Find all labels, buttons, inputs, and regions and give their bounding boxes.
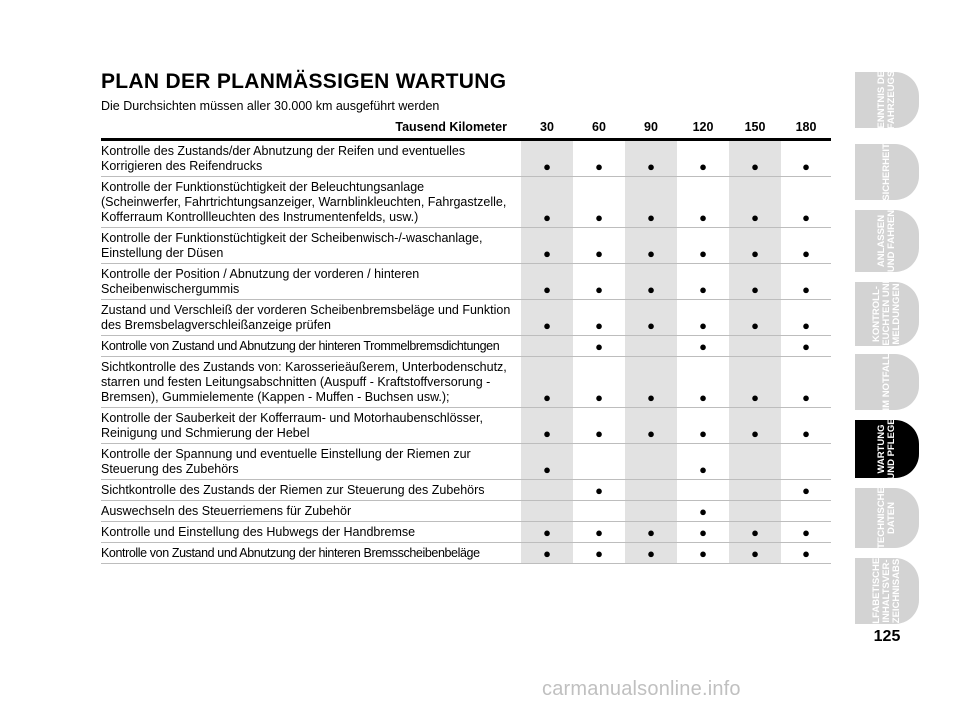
interval-mark-30: ● (521, 300, 573, 336)
interval-mark-30: ● (521, 264, 573, 300)
table-row (101, 522, 831, 543)
interval-mark-150: ● (729, 140, 781, 177)
interval-mark-150: ● (729, 543, 781, 564)
chapter-tab-2[interactable] (855, 144, 919, 200)
interval-mark-90 (625, 336, 677, 357)
interval-mark-60: ● (573, 522, 625, 543)
maintenance-rows (101, 140, 831, 564)
interval-mark-180: ● (781, 522, 831, 543)
interval-mark-90 (625, 480, 677, 501)
interval-mark-30: ● (521, 408, 573, 444)
interval-mark-90: ● (625, 300, 677, 336)
interval-mark-120: ● (677, 300, 729, 336)
table-row (101, 228, 831, 264)
maintenance-table (101, 116, 831, 564)
km-header-30: 30 (540, 120, 554, 134)
interval-mark-30: ● (521, 522, 573, 543)
interval-mark-150: ● (729, 522, 781, 543)
task-description: Sichtkontrolle des Zustands der Riemen zur Steuerung des Zubehörs (101, 480, 521, 501)
task-description: Zustand und Verschleiß der vorderen Scheibenbremsbeläge und Funktion des Bremsbelagverschleißanzeige prüfen (101, 300, 521, 336)
interval-mark-120 (677, 480, 729, 501)
interval-mark-60: ● (573, 357, 625, 408)
chapter-tab-1[interactable] (855, 64, 919, 136)
table-row (101, 480, 831, 501)
interval-mark-180: ● (781, 140, 831, 177)
interval-mark-120: ● (677, 264, 729, 300)
table-row (101, 177, 831, 228)
interval-mark-30: ● (521, 177, 573, 228)
interval-mark-60: ● (573, 140, 625, 177)
interval-mark-150: ● (729, 300, 781, 336)
task-description: Sichtkontrolle des Zustands von: Karosserieäußerem, Unterbodenschutz, starren und festen Leitungsabschnitten (Auspuff - Kraftstoffversorung - Bremsen), Gummielemente (Kappen - Muffen - Buchsen usw.); (101, 357, 521, 408)
page-number: 125 (873, 628, 901, 645)
table-row (101, 408, 831, 444)
interval-mark-60: ● (573, 228, 625, 264)
interval-mark-120: ● (677, 543, 729, 564)
interval-mark-150 (729, 444, 781, 480)
task-description: Auswechseln des Steuerriemens für Zubehör (101, 501, 521, 522)
task-description: Kontrolle des Zustands/der Abnutzung der Reifen und eventuelles Korrigieren des Reifendrucks (101, 140, 521, 177)
interval-mark-60: ● (573, 300, 625, 336)
chapter-tab-label: ANLASSEN UND FAHREN (876, 209, 897, 273)
interval-mark-90: ● (625, 357, 677, 408)
page-subtitle: Die Durchsichten müssen aller 30.000 km ausgeführt werden (101, 99, 440, 113)
interval-mark-120: ● (677, 177, 729, 228)
interval-mark-30: ● (521, 357, 573, 408)
interval-mark-90 (625, 444, 677, 480)
interval-mark-90: ● (625, 543, 677, 564)
interval-mark-180: ● (781, 408, 831, 444)
table-row (101, 140, 831, 177)
interval-mark-60: ● (573, 408, 625, 444)
interval-mark-180: ● (781, 177, 831, 228)
interval-mark-90: ● (625, 228, 677, 264)
table-row (101, 336, 831, 357)
table-header-row (101, 116, 831, 140)
interval-mark-150: ● (729, 264, 781, 300)
interval-mark-60: ● (573, 264, 625, 300)
interval-mark-60: ● (573, 480, 625, 501)
interval-mark-150: ● (729, 228, 781, 264)
interval-mark-150: ● (729, 357, 781, 408)
chapter-tab-7[interactable] (855, 488, 919, 548)
interval-mark-180 (781, 444, 831, 480)
chapter-tab-8[interactable] (855, 551, 919, 631)
interval-mark-30 (521, 501, 573, 522)
interval-mark-120: ● (677, 228, 729, 264)
km-header-60: 60 (592, 120, 606, 134)
table-row (101, 300, 831, 336)
interval-mark-90 (625, 501, 677, 522)
km-header-120: 120 (692, 120, 714, 134)
interval-mark-60: ● (573, 336, 625, 357)
table-row (101, 264, 831, 300)
chapter-tab-5[interactable] (855, 354, 919, 410)
task-description: Kontrolle der Funktionstüchtigkeit der Scheibenwisch-/-waschanlage, Einstellung der Düsen (101, 228, 521, 264)
chapter-tab-3[interactable] (855, 210, 919, 272)
interval-mark-180 (781, 501, 831, 522)
interval-mark-150: ● (729, 177, 781, 228)
interval-mark-180: ● (781, 336, 831, 357)
interval-mark-90: ● (625, 408, 677, 444)
interval-mark-180: ● (781, 228, 831, 264)
interval-mark-120: ● (677, 408, 729, 444)
km-header-180: 180 (795, 120, 817, 134)
task-description: Kontrolle der Spannung und eventuelle Einstellung der Riemen zur Steuerung des Zubehörs (101, 444, 521, 480)
interval-mark-120: ● (677, 357, 729, 408)
task-description: Kontrolle der Funktionstüchtigkeit der Beleuchtungsanlage (Scheinwerfer, Fahrtrichtungsanzeiger, Warnblinkleuchten, Fahrgastzelle, Kofferraum Kontrollleuchten des Instrumentenfelds, usw.) (101, 177, 521, 228)
interval-mark-120: ● (677, 336, 729, 357)
chapter-tab-label: KENNTNIS DES FAHRZEUGS (876, 64, 897, 136)
watermark: carmanualsonline.info (542, 678, 741, 700)
interval-mark-120: ● (677, 444, 729, 480)
table-row (101, 357, 831, 408)
chapter-tab-label: TECHNISCHE DATEN (876, 487, 897, 549)
interval-mark-180: ● (781, 480, 831, 501)
interval-mark-60: ● (573, 543, 625, 564)
table-row (101, 444, 831, 480)
interval-mark-30: ● (521, 444, 573, 480)
chapter-tab-label: KONTROLL- LEUCHTEN UND MELDUNGEN (871, 276, 902, 352)
interval-mark-30: ● (521, 140, 573, 177)
interval-mark-180: ● (781, 300, 831, 336)
interval-mark-90: ● (625, 522, 677, 543)
interval-mark-60 (573, 501, 625, 522)
interval-mark-120: ● (677, 522, 729, 543)
interval-mark-90: ● (625, 140, 677, 177)
km-header-150: 150 (744, 120, 766, 134)
task-description: Kontrolle der Sauberkeit der Kofferraum- und Motorhaubenschlösser, Reinigung und Schmierung der Hebel (101, 408, 521, 444)
table-row (101, 543, 831, 564)
chapter-tab-label: IM NOTFALL (881, 353, 892, 411)
interval-mark-150 (729, 336, 781, 357)
interval-mark-150: ● (729, 408, 781, 444)
chapter-tab-label: WARTUNG UND PFLEGE (876, 418, 897, 480)
interval-mark-180: ● (781, 264, 831, 300)
interval-mark-30 (521, 480, 573, 501)
interval-mark-30: ● (521, 543, 573, 564)
chapter-tab-label: ALFABETISCHES INHALTSVER- ZEICHNISABS (871, 551, 902, 631)
interval-mark-30: ● (521, 228, 573, 264)
task-description: Kontrolle und Einstellung des Hubwegs der Handbremse (101, 522, 521, 543)
interval-mark-180: ● (781, 543, 831, 564)
interval-mark-150 (729, 501, 781, 522)
chapter-tab-4[interactable] (855, 276, 919, 352)
interval-mark-120: ● (677, 501, 729, 522)
interval-mark-150 (729, 480, 781, 501)
task-description: Kontrolle der Position / Abnutzung der vorderen / hinteren Scheibenwischergummis (101, 264, 521, 300)
task-description: Kontrolle von Zustand und Abnutzung der hinteren Bremsscheibenbeläge (101, 543, 521, 564)
page-title: PLAN DER PLANMÄSSIGEN WARTUNG (101, 70, 507, 93)
chapter-tab-6[interactable] (855, 420, 919, 478)
interval-mark-180: ● (781, 357, 831, 408)
interval-mark-120: ● (677, 140, 729, 177)
km-header-label: Tausend Kilometer (395, 120, 507, 134)
km-header-90: 90 (644, 120, 658, 134)
interval-mark-30 (521, 336, 573, 357)
interval-mark-60: ● (573, 177, 625, 228)
table-row (101, 501, 831, 522)
interval-mark-90: ● (625, 264, 677, 300)
chapter-tab-label: SICHERHEIT (881, 143, 892, 201)
interval-mark-90: ● (625, 177, 677, 228)
interval-mark-60 (573, 444, 625, 480)
task-description: Kontrolle von Zustand und Abnutzung der hinteren Trommelbremsdichtungen (101, 336, 521, 357)
